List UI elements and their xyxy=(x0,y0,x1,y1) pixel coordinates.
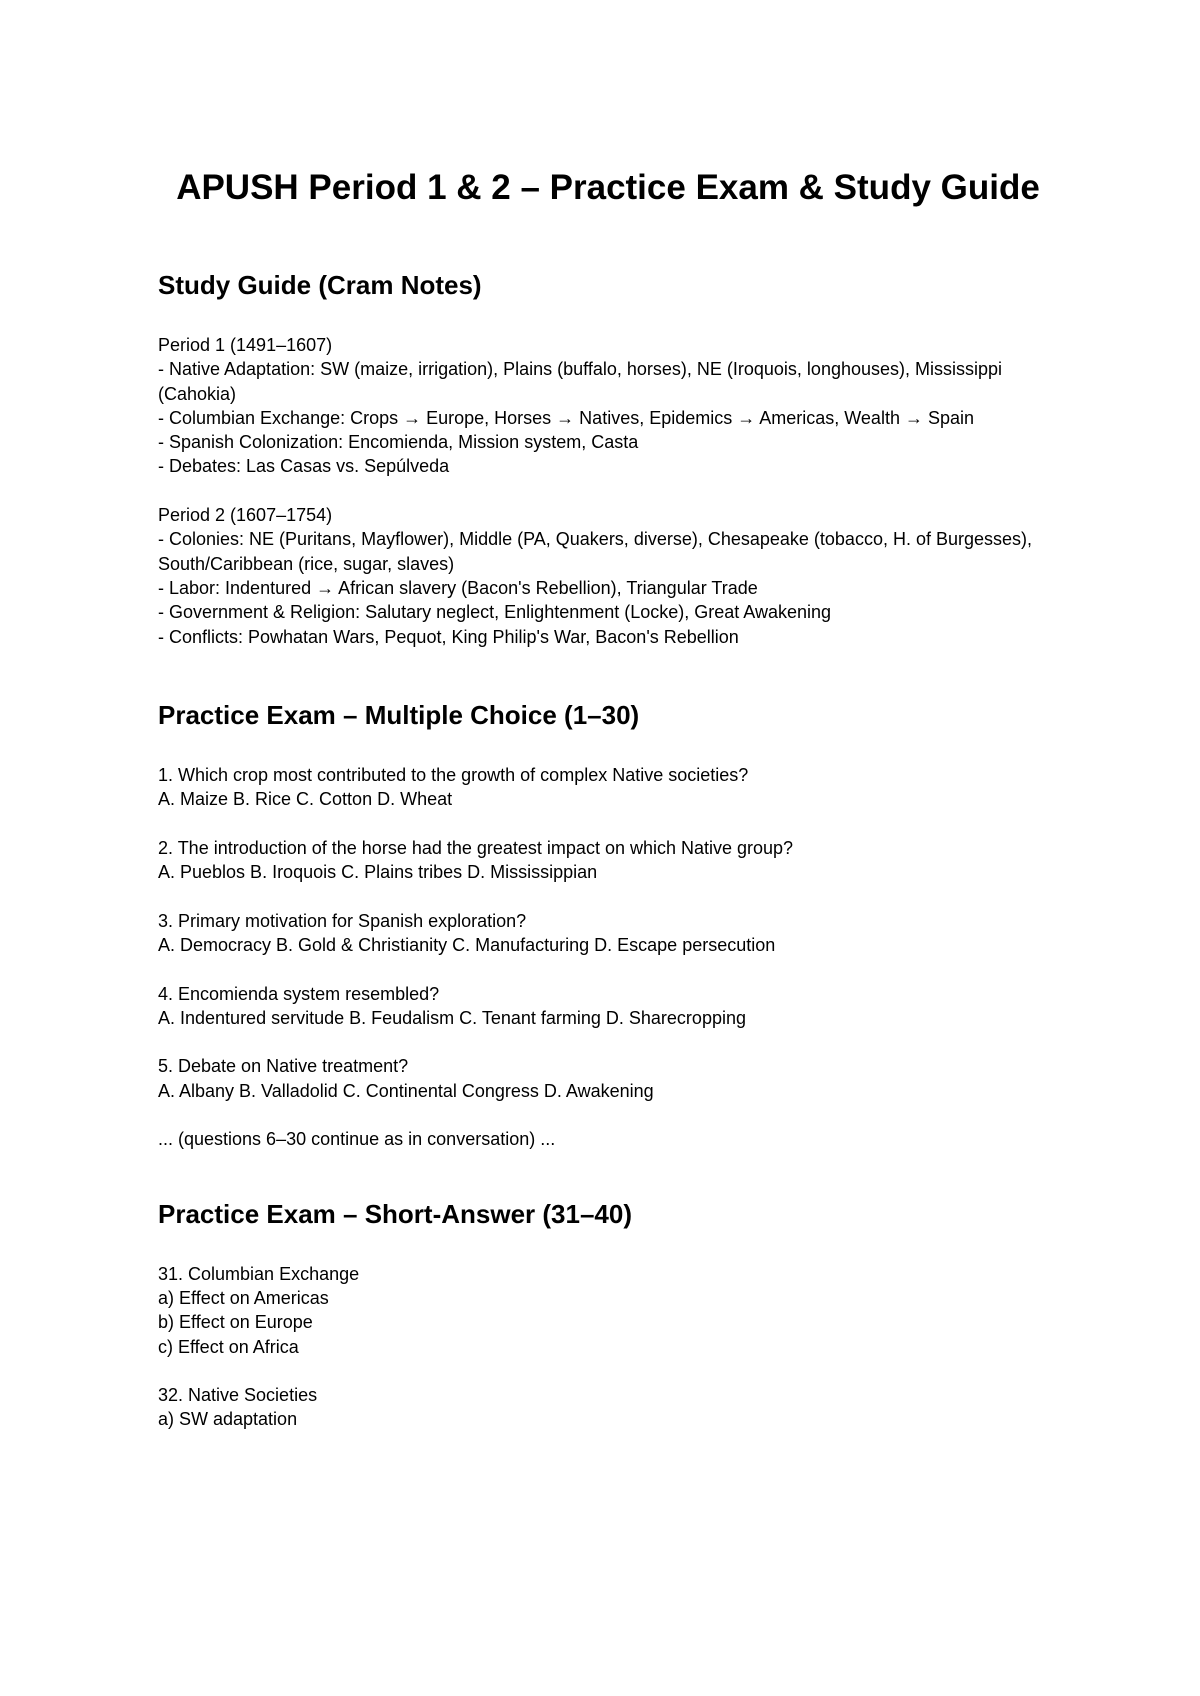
note-line: - Debates: Las Casas vs. Sepúlveda xyxy=(158,456,450,477)
question-part: b) Effect on Europe xyxy=(158,1312,313,1333)
short-answer-heading: Practice Exam – Short-Answer (31–40) xyxy=(158,1198,632,1229)
mc-question xyxy=(158,836,1048,885)
question-options: A. Maize B. Rice C. Cotton D. Wheat xyxy=(158,789,453,810)
multiple-choice-heading: Practice Exam – Multiple Choice (1–30) xyxy=(158,699,640,730)
mc-question xyxy=(158,1054,1048,1103)
document-title: APUSH Period 1 & 2 – Practice Exam & Study Guide xyxy=(176,168,1040,207)
note-line: - Colonies: NE (Puritans, Mayflower), Middle (PA, Quakers, diverse), Chesapeake (tobacco, H. of Burgesses), South/Caribbean (rice, sugar, slaves) xyxy=(158,529,1038,574)
sa-question xyxy=(158,1262,1048,1359)
question-text: 4. Encomienda system resembled? xyxy=(158,983,440,1004)
question-options: A. Indentured servitude B. Feudalism C. Tenant farming D. Sharecropping xyxy=(158,1007,746,1028)
period-1-notes xyxy=(158,333,1048,479)
question-options: A. Albany B. Valladolid C. Continental Congress D. Awakening xyxy=(158,1080,654,1101)
note-line: - Native Adaptation: SW (maize, irrigation), Plains (buffalo, horses), NE (Iroquois, longhouses), Mississippi (Cahokia) xyxy=(158,359,1008,404)
document-page xyxy=(158,150,1048,1432)
note-line: - Spanish Colonization: Encomienda, Mission system, Casta xyxy=(158,432,639,453)
mc-question xyxy=(158,982,1048,1031)
question-part: a) Effect on Americas xyxy=(158,1287,329,1308)
question-options: A. Pueblos B. Iroquois C. Plains tribes D. Mississippian xyxy=(158,862,598,883)
question-part: c) Effect on Africa xyxy=(158,1336,299,1357)
question-part: a) SW adaptation xyxy=(158,1409,298,1430)
question-options: A. Democracy B. Gold & Christianity C. Manufacturing D. Escape persecution xyxy=(158,934,776,955)
period-title: Period 1 (1491–1607) xyxy=(158,335,333,355)
period-title: Period 2 (1607–1754) xyxy=(158,505,333,526)
question-title: 31. Columbian Exchange xyxy=(158,1263,360,1284)
sa-question xyxy=(158,1383,1048,1432)
mc-continuation xyxy=(158,1127,1048,1151)
mc-question xyxy=(158,763,1048,812)
question-text: 1. Which crop most contributed to the growth of complex Native societies? xyxy=(158,764,749,785)
note-line: - Conflicts: Powhatan Wars, Pequot, King Philip's War, Bacon's Rebellion xyxy=(158,626,739,647)
mc-question xyxy=(158,909,1048,958)
note-line: - Government & Religion: Salutary neglect, Enlightenment (Locke), Great Awakening xyxy=(158,602,832,623)
continuation-text: ... (questions 6–30 continue as in conversation) ... xyxy=(158,1129,556,1150)
question-text: 5. Debate on Native treatment? xyxy=(158,1056,409,1077)
period-2-notes xyxy=(158,503,1048,649)
note-line: - Labor: Indentured → African slavery (Bacon's Rebellion), Triangular Trade xyxy=(158,577,758,598)
study-guide-heading: Study Guide (Cram Notes) xyxy=(158,270,482,300)
note-line: - Columbian Exchange: Crops → Europe, Horses → Natives, Epidemics → Americas, Wealth → Spain xyxy=(158,407,974,428)
question-text: 2. The introduction of the horse had the greatest impact on which Native group? xyxy=(158,837,794,858)
question-title: 32. Native Societies xyxy=(158,1385,318,1406)
question-text: 3. Primary motivation for Spanish exploration? xyxy=(158,910,527,931)
